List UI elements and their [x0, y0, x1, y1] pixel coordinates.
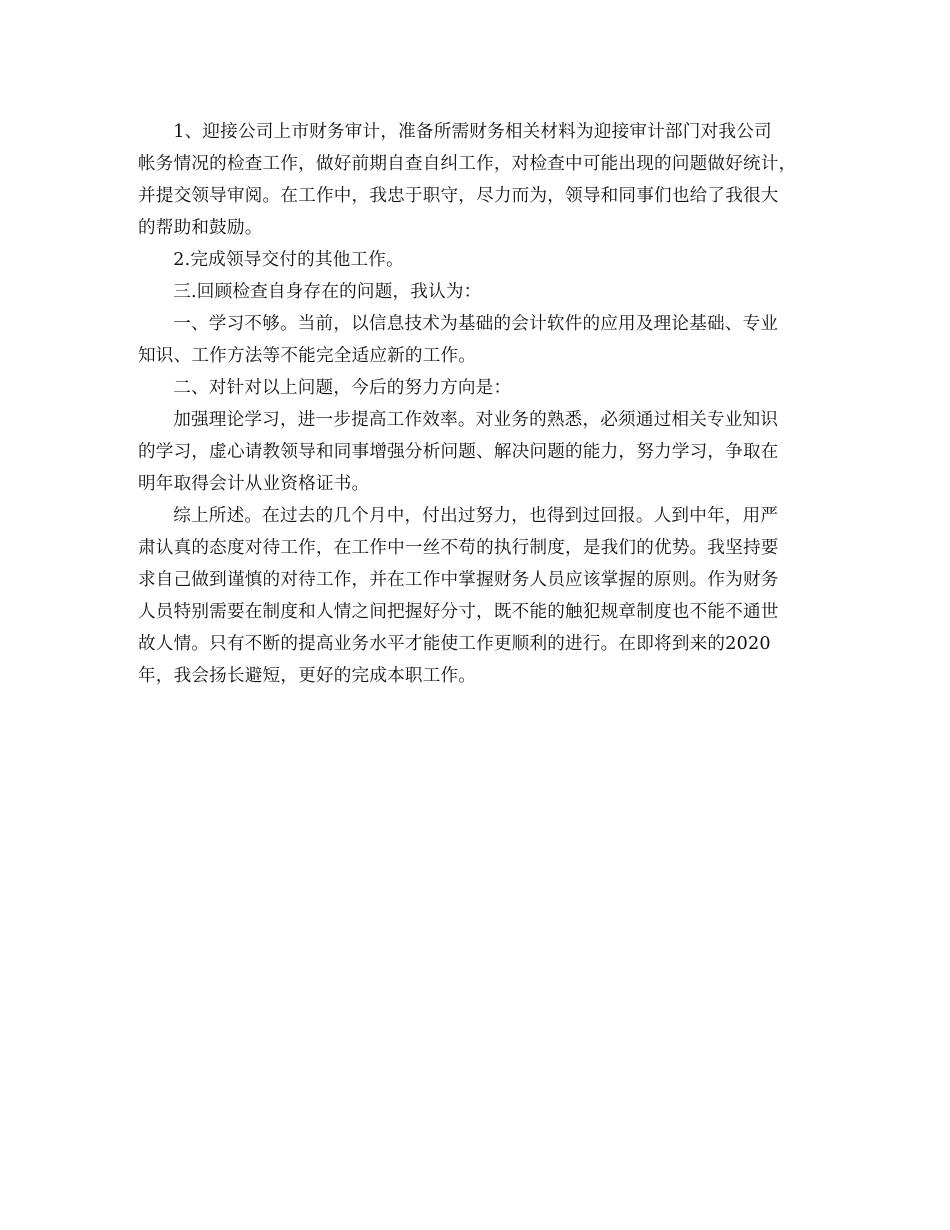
- paragraph-other-tasks: [138, 244, 818, 276]
- text-line: 肃认真的态度对待工作，在工作中一丝不苟的执行制度，是我们的优势。我坚持要: [138, 538, 779, 558]
- document-body: [138, 116, 818, 692]
- text-line: 的帮助和鼓励。: [138, 218, 263, 238]
- text-line: 明年取得会计从业资格证书。: [138, 474, 370, 494]
- text-line: 并提交领导审阅。在工作中，我忠于职守，尽力而为，领导和同事们也给了我很大: [138, 186, 779, 206]
- text-line: 故人情。只有不断的提高业务水平才能使工作更顺利的进行。在即将到来的2020: [138, 634, 771, 654]
- text-line: 知识、工作方法等不能完全适应新的工作。: [138, 346, 477, 366]
- text-line: 求自己做到谨慎的对待工作，并在工作中掌握财务人员应该掌握的原则。作为财务: [138, 570, 779, 590]
- text-line: 人员特别需要在制度和人情之间把握好分寸，既不能的触犯规章制度也不能不通世: [138, 602, 779, 622]
- paragraph-summary: [138, 500, 818, 692]
- paragraph-strengthen-learning: [138, 404, 818, 500]
- paragraph-insufficient-learning: [138, 308, 818, 372]
- text-line: 年，我会扬长避短，更好的完成本职工作。: [138, 666, 477, 686]
- text-line: 二、对针对以上问题，今后的努力方向是：: [173, 378, 512, 398]
- paragraph-review-heading: [138, 276, 818, 308]
- text-line: 一、学习不够。当前，以信息技术为基础的会计软件的应用及理论基础、专业: [173, 314, 779, 334]
- paragraph-improvement-heading: [138, 372, 818, 404]
- text-line: 帐务情况的检查工作，做好前期自查自纠工作，对检查中可能出现的问题做好统计，: [138, 154, 797, 174]
- text-line: 2.完成领导交付的其他工作。: [173, 250, 404, 270]
- paragraph-audit-preparation: [138, 116, 818, 244]
- text-line: 1、迎接公司上市财务审计，准备所需财务相关材料为迎接审计部门对我公司: [173, 122, 772, 142]
- text-line: 的学习，虚心请教领导和同事增强分析问题、解决问题的能力，努力学习，争取在: [138, 442, 779, 462]
- text-line: 三.回顾检查自身存在的问题，我认为：: [173, 282, 482, 302]
- text-line: 加强理论学习，进一步提高工作效率。对业务的熟悉，必须通过相关专业知识: [173, 410, 779, 430]
- text-line: 综上所述。在过去的几个月中，付出过努力，也得到过回报。人到中年，用严: [173, 506, 779, 526]
